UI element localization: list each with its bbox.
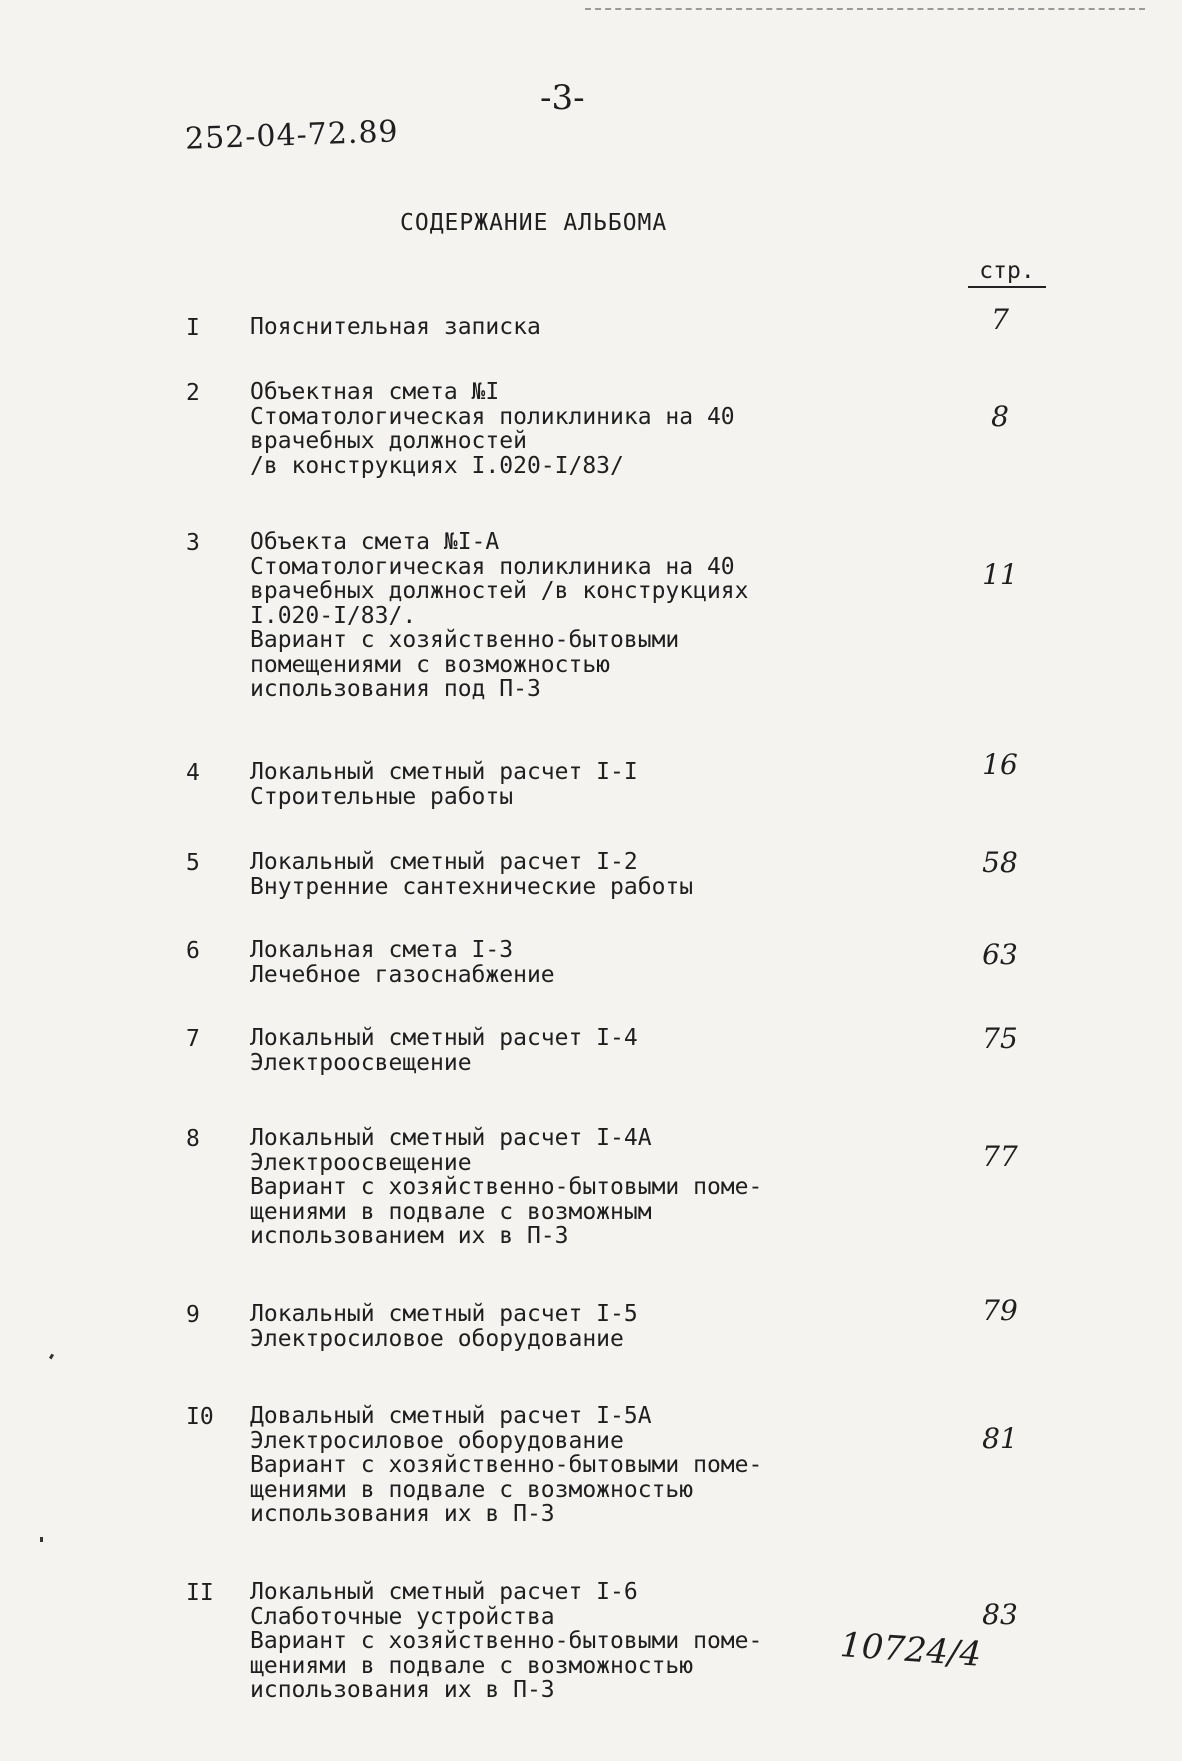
- entry-text: Объекта смета №I-А Стоматологическая поликлиника на 40 врачебных должностей /в конструкциях I.020-I/83/. Вариант с хозяйственно-бытовыми помещениями с возможностью использования под П-3: [250, 529, 749, 702]
- entry-text: Локальный сметный расчет I-6 Слаботочные устройства Вариант с хозяйственно-бытовыми поме- щениями в подвале с возможностью использования их в П-3: [250, 1579, 763, 1703]
- entry-page: 63: [982, 938, 1018, 971]
- entry-page: 81: [982, 1422, 1018, 1455]
- page-number: -3-: [540, 78, 585, 118]
- handwritten-stamp: 10724/4: [838, 1625, 983, 1675]
- entry-text: Локальный сметный расчет I-5 Электросиловое оборудование: [250, 1301, 638, 1352]
- entry-number: II: [186, 1580, 214, 1606]
- entry-number: 9: [186, 1302, 200, 1328]
- entry-page: 77: [982, 1140, 1018, 1173]
- entry-number: I0: [186, 1404, 214, 1430]
- entry-page: 7: [991, 303, 1009, 336]
- entry-text: Локальный сметный расчет I-2 Внутренние сантехнические работы: [250, 849, 694, 900]
- entry-text: Локальный сметный расчет I-4 Электроосвещение: [250, 1025, 638, 1076]
- document-code: 252-04-72.89: [184, 114, 400, 157]
- entry-page: 11: [982, 558, 1018, 591]
- entry-number: 8: [186, 1126, 200, 1152]
- entry-text: Объектная смета №I Стоматологическая поликлиника на 40 врачебных должностей /в конструкциях I.020-I/83/: [250, 379, 735, 479]
- entry-number: 5: [186, 850, 200, 876]
- entry-number: 7: [186, 1026, 200, 1052]
- entry-number: 2: [186, 380, 200, 406]
- entry-number: I: [186, 315, 200, 341]
- entry-text: Локальная смета I-3 Лечебное газоснабжение: [250, 937, 555, 988]
- entry-number: 4: [186, 760, 200, 786]
- entry-text: Пояснительная записка: [250, 314, 541, 340]
- scan-speck: [40, 1537, 43, 1542]
- entry-page: 58: [982, 846, 1018, 879]
- entry-page: 8: [991, 400, 1009, 433]
- entry-number: 3: [186, 530, 200, 556]
- entry-text: Довальный сметный расчет I-5А Электросиловое оборудование Вариант с хозяйственно-бытовыми поме- щениями в подвале с возможностью использования их в П-3: [250, 1403, 763, 1527]
- entry-number: 6: [186, 938, 200, 964]
- scan-speck: [49, 1354, 54, 1360]
- entry-page: 75: [982, 1022, 1018, 1055]
- top-dashed-line: [585, 8, 1145, 10]
- entry-page: 83: [982, 1598, 1018, 1631]
- entry-text: Локальный сметный расчет I-I Строительные работы: [250, 759, 638, 810]
- page-title: СОДЕРЖАНИЕ АЛЬБОМА: [400, 210, 668, 236]
- entry-text: Локальный сметный расчет I-4А Электроосвещение Вариант с хозяйственно-бытовыми поме- щениями в подвале с возможным использованием их в П-3: [250, 1125, 763, 1249]
- entry-page: 79: [982, 1294, 1018, 1327]
- entry-page: 16: [982, 748, 1018, 781]
- page-column-header: стр.: [968, 258, 1046, 288]
